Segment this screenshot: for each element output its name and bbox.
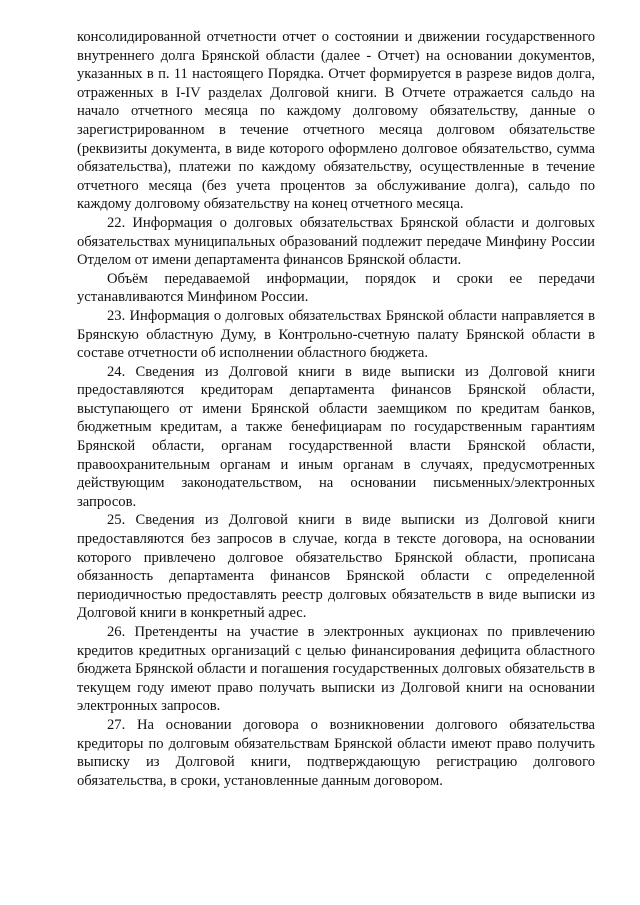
paragraph-25: 25. Сведения из Долговой книги в виде выписки из Долговой книги предоставляются без запросов в случае, когда в тексте договора, на основании которого привлечено долговое обязательство Брянской области, прописана обязанность департамента финансов Брянской области с определенной периодичностью предоставлять реестр долговых обязательств в виде выписки из Долговой книги в конкретный адрес.	[77, 512, 595, 622]
document-page	[77, 28, 595, 790]
paragraph-continuation: консолидированной отчетности отчет о состоянии и движении государственного внутреннего долга Брянской области (далее - Отчет) на основании документов, указанных в п. 11 настоящего Порядка. Отчет формируется в разрезе видов долга, отраженных в I-IV разделах Долговой книги. В Отчете отражается сальдо на начало отчетного месяца по каждому долговому обязательству, данные о зарегистрированном в течение отчетного месяца долговом обязательстве (реквизиты документа, в виде которого оформлено долговое обязательство, сумма обязательства), платежи по каждому обязательству, осуществленные в течение отчетного месяца (без учета процентов за обслуживание долга), сальдо по каждому долговому обязательству на конец отчетного месяца.	[77, 29, 595, 213]
paragraph-24: 24. Сведения из Долговой книги в виде выписки из Долговой книги предоставляются кредиторам департамента финансов Брянской области, выступающего от имени Брянской области заемщиком по кредитам банков, бюджетным кредитам, а также бенефициарам по государственным гарантиям Брянской области, органам государственной власти Брянской области, правоохранительным органам и иным органам в случаях, предусмотренных действующим законодательством, на основании письменных/электронных запросов.	[77, 363, 595, 510]
paragraph-23: 23. Информация о долговых обязательствах Брянской области направляется в Брянскую областную Думу, в Контрольно-счетную палату Брянской области в составе отчетности об исполнении областного бюджета.	[77, 307, 595, 362]
paragraph-22-note: Объём передаваемой информации, порядок и сроки ее передачи устанавливаются Минфином России.	[77, 270, 595, 306]
paragraph-27: 27. На основании договора о возникновении долгового обязательства кредиторы по долговым обязательствам Брянской области имеют право получить выписку из Долговой книги, подтверждающую регистрацию долгового обязательства, в сроки, установленные данным договором.	[77, 716, 595, 789]
paragraph-22: 22. Информация о долговых обязательствах Брянской области и долговых обязательствах муниципальных образований подлежит передаче Минфину России Отделом от имени департамента финансов Брянской области.	[77, 214, 595, 269]
paragraph-26: 26. Претенденты на участие в электронных аукционах по привлечению кредитов кредитных организаций с целью финансирования дефицита областного бюджета Брянской области и погашения государственных долговых обязательств в текущем году имеют право получать выписки из Долговой книги на основании электронных запросов.	[77, 624, 595, 715]
